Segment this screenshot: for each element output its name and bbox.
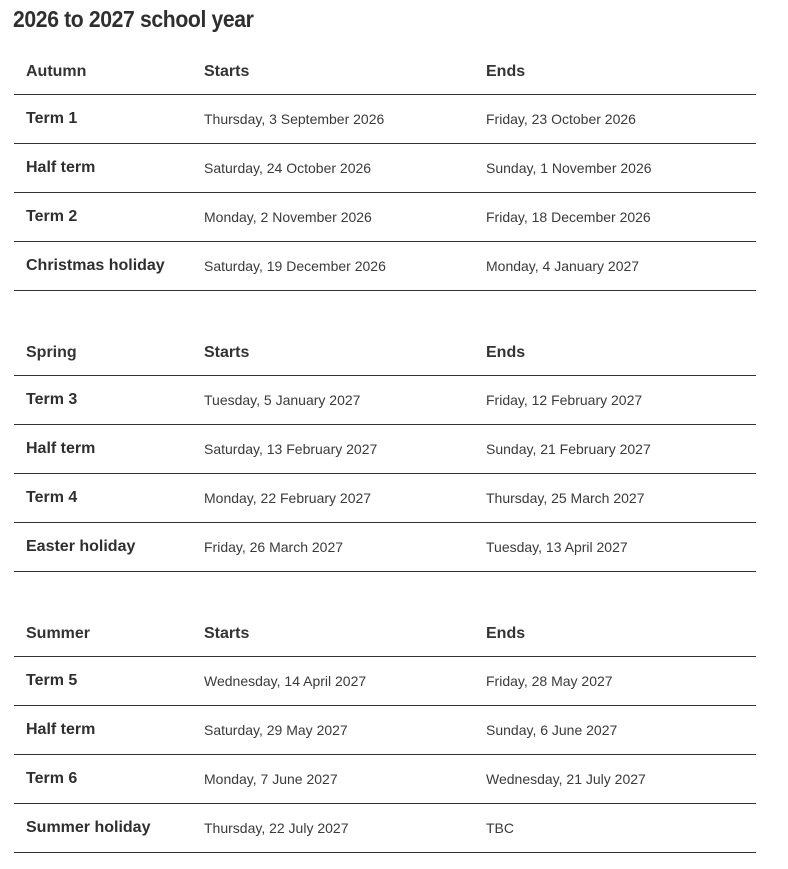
ends-header: Ends (474, 331, 756, 376)
start-date: Monday, 7 June 2027 (192, 755, 474, 804)
end-date: Wednesday, 21 July 2027 (474, 755, 756, 804)
table-row (14, 425, 756, 474)
period-name: Term 2 (14, 193, 192, 242)
table-row (14, 657, 756, 706)
period-name: Easter holiday (14, 523, 192, 572)
end-date: Monday, 4 January 2027 (474, 242, 756, 291)
period-name: Half term (14, 425, 192, 474)
end-date: Friday, 23 October 2026 (474, 95, 756, 144)
period-name: Term 4 (14, 474, 192, 523)
start-date: Saturday, 29 May 2027 (192, 706, 474, 755)
end-date: Thursday, 25 March 2027 (474, 474, 756, 523)
start-date: Monday, 2 November 2026 (192, 193, 474, 242)
season-header: Autumn (14, 50, 192, 95)
end-date: Sunday, 6 June 2027 (474, 706, 756, 755)
period-name: Summer holiday (14, 804, 192, 853)
end-date: Friday, 28 May 2027 (474, 657, 756, 706)
start-date: Saturday, 19 December 2026 (192, 242, 474, 291)
period-name: Half term (14, 144, 192, 193)
ends-header: Ends (474, 50, 756, 95)
start-date: Thursday, 22 July 2027 (192, 804, 474, 853)
period-name: Half term (14, 706, 192, 755)
period-name: Term 5 (14, 657, 192, 706)
autumn-term-table (14, 50, 756, 291)
table-row (14, 755, 756, 804)
start-date: Tuesday, 5 January 2027 (192, 376, 474, 425)
page-title: 2026 to 2027 school year (13, 6, 254, 32)
spring-term-table (14, 331, 756, 572)
end-date: Sunday, 21 February 2027 (474, 425, 756, 474)
end-date: TBC (474, 804, 756, 853)
starts-header: Starts (192, 50, 474, 95)
end-date: Friday, 18 December 2026 (474, 193, 756, 242)
start-date: Friday, 26 March 2027 (192, 523, 474, 572)
period-name: Term 1 (14, 95, 192, 144)
table-row (14, 706, 756, 755)
table-row (14, 804, 756, 853)
start-date: Saturday, 13 February 2027 (192, 425, 474, 474)
table-row (14, 95, 756, 144)
starts-header: Starts (192, 331, 474, 376)
table-row (14, 523, 756, 572)
table-header-row (14, 331, 756, 376)
ends-header: Ends (474, 612, 756, 657)
table-row (14, 474, 756, 523)
season-header: Summer (14, 612, 192, 657)
start-date: Saturday, 24 October 2026 (192, 144, 474, 193)
start-date: Wednesday, 14 April 2027 (192, 657, 474, 706)
table-header-row (14, 50, 756, 95)
season-header: Spring (14, 331, 192, 376)
period-name: Term 6 (14, 755, 192, 804)
start-date: Thursday, 3 September 2026 (192, 95, 474, 144)
period-name: Term 3 (14, 376, 192, 425)
starts-header: Starts (192, 612, 474, 657)
period-name: Christmas holiday (14, 242, 192, 291)
table-row (14, 376, 756, 425)
end-date: Tuesday, 13 April 2027 (474, 523, 756, 572)
start-date: Monday, 22 February 2027 (192, 474, 474, 523)
table-header-row (14, 612, 756, 657)
summer-term-table (14, 612, 756, 853)
table-row (14, 144, 756, 193)
end-date: Sunday, 1 November 2026 (474, 144, 756, 193)
end-date: Friday, 12 February 2027 (474, 376, 756, 425)
table-row (14, 193, 756, 242)
table-row (14, 242, 756, 291)
